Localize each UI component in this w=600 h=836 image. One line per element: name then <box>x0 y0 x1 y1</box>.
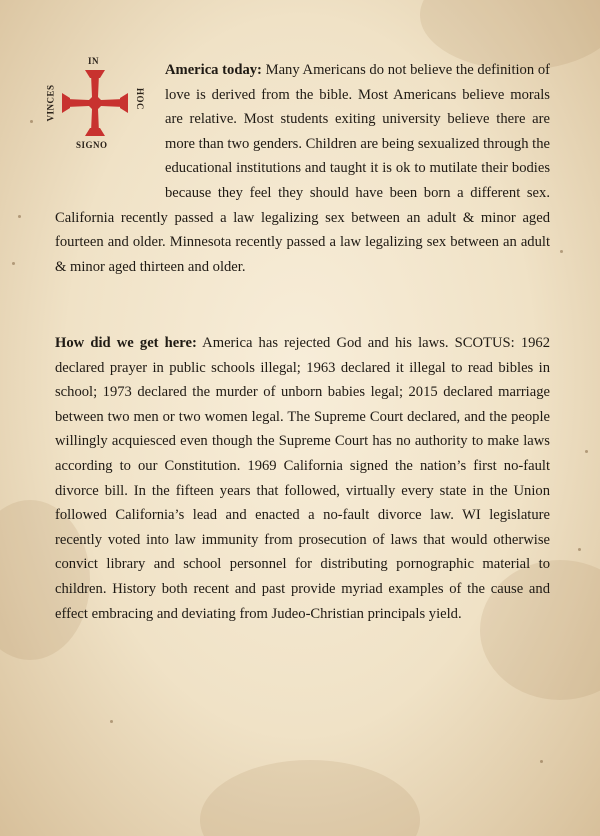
paper-speck <box>540 760 543 763</box>
paper-speck <box>30 120 33 123</box>
emblem-word-left: VINCES <box>45 84 56 122</box>
section-heading: America today: <box>165 62 262 78</box>
emblem-word-top: IN <box>88 56 100 66</box>
section-body: America has rejected God and his laws. SCOTUS: 1962 declared prayer in public schools illegal; 1963 declared it illegal to read bibles in school; 1973 declared the murder of unborn babies legal; 2015 declared marriage between two men or two women legal. The Supreme Court declared, and the people willingly acquiesced even though the Supreme Court has no authority to make laws according to our Constitution. 1969 California signed the nation’s first no-fault divorce bill. In the fifteen years that followed, virtually every state in the Union followed California’s lead and enacted a no-fault divorce law. WI legislature recently voted into law immunity from prosecution of laws that would otherwise convict library and school personnel for distributing pornographic material to children. History both recent and past provide myriad examples of the cause and effect embracing and deviating from Judeo-Christian principals yield. <box>55 335 550 622</box>
paper-speck <box>585 450 588 453</box>
emblem-float-spacer <box>55 58 165 182</box>
section-body: Many Americans do not believe the definition of love is derived from the bible. Most Americans believe morals are relative. Most students exiting university believe there are more than two genders. Children are being sexualized through the educational institutions and taught it is ok to mutilate their bodies because they feel they should have been born a different sex. California recently passed a law legalizing sex between an adult & minor aged fourteen and older. Minnesota recently passed a law legalizing sex between an adult & minor aged thirteen and older. <box>55 62 551 275</box>
paper-speck <box>560 250 563 253</box>
emblem-word-right: HOC <box>135 87 146 111</box>
paper-speck <box>12 262 15 265</box>
emblem-word-bottom: SIGNO <box>76 140 108 150</box>
paper-speck <box>110 720 113 723</box>
section-america-today <box>55 58 550 279</box>
section-how-did-we-get-here <box>55 331 550 626</box>
paper-speck <box>18 215 21 218</box>
section-heading: How did we get here: <box>55 335 197 351</box>
paper-speck <box>578 548 581 551</box>
paper-stain <box>200 760 420 836</box>
